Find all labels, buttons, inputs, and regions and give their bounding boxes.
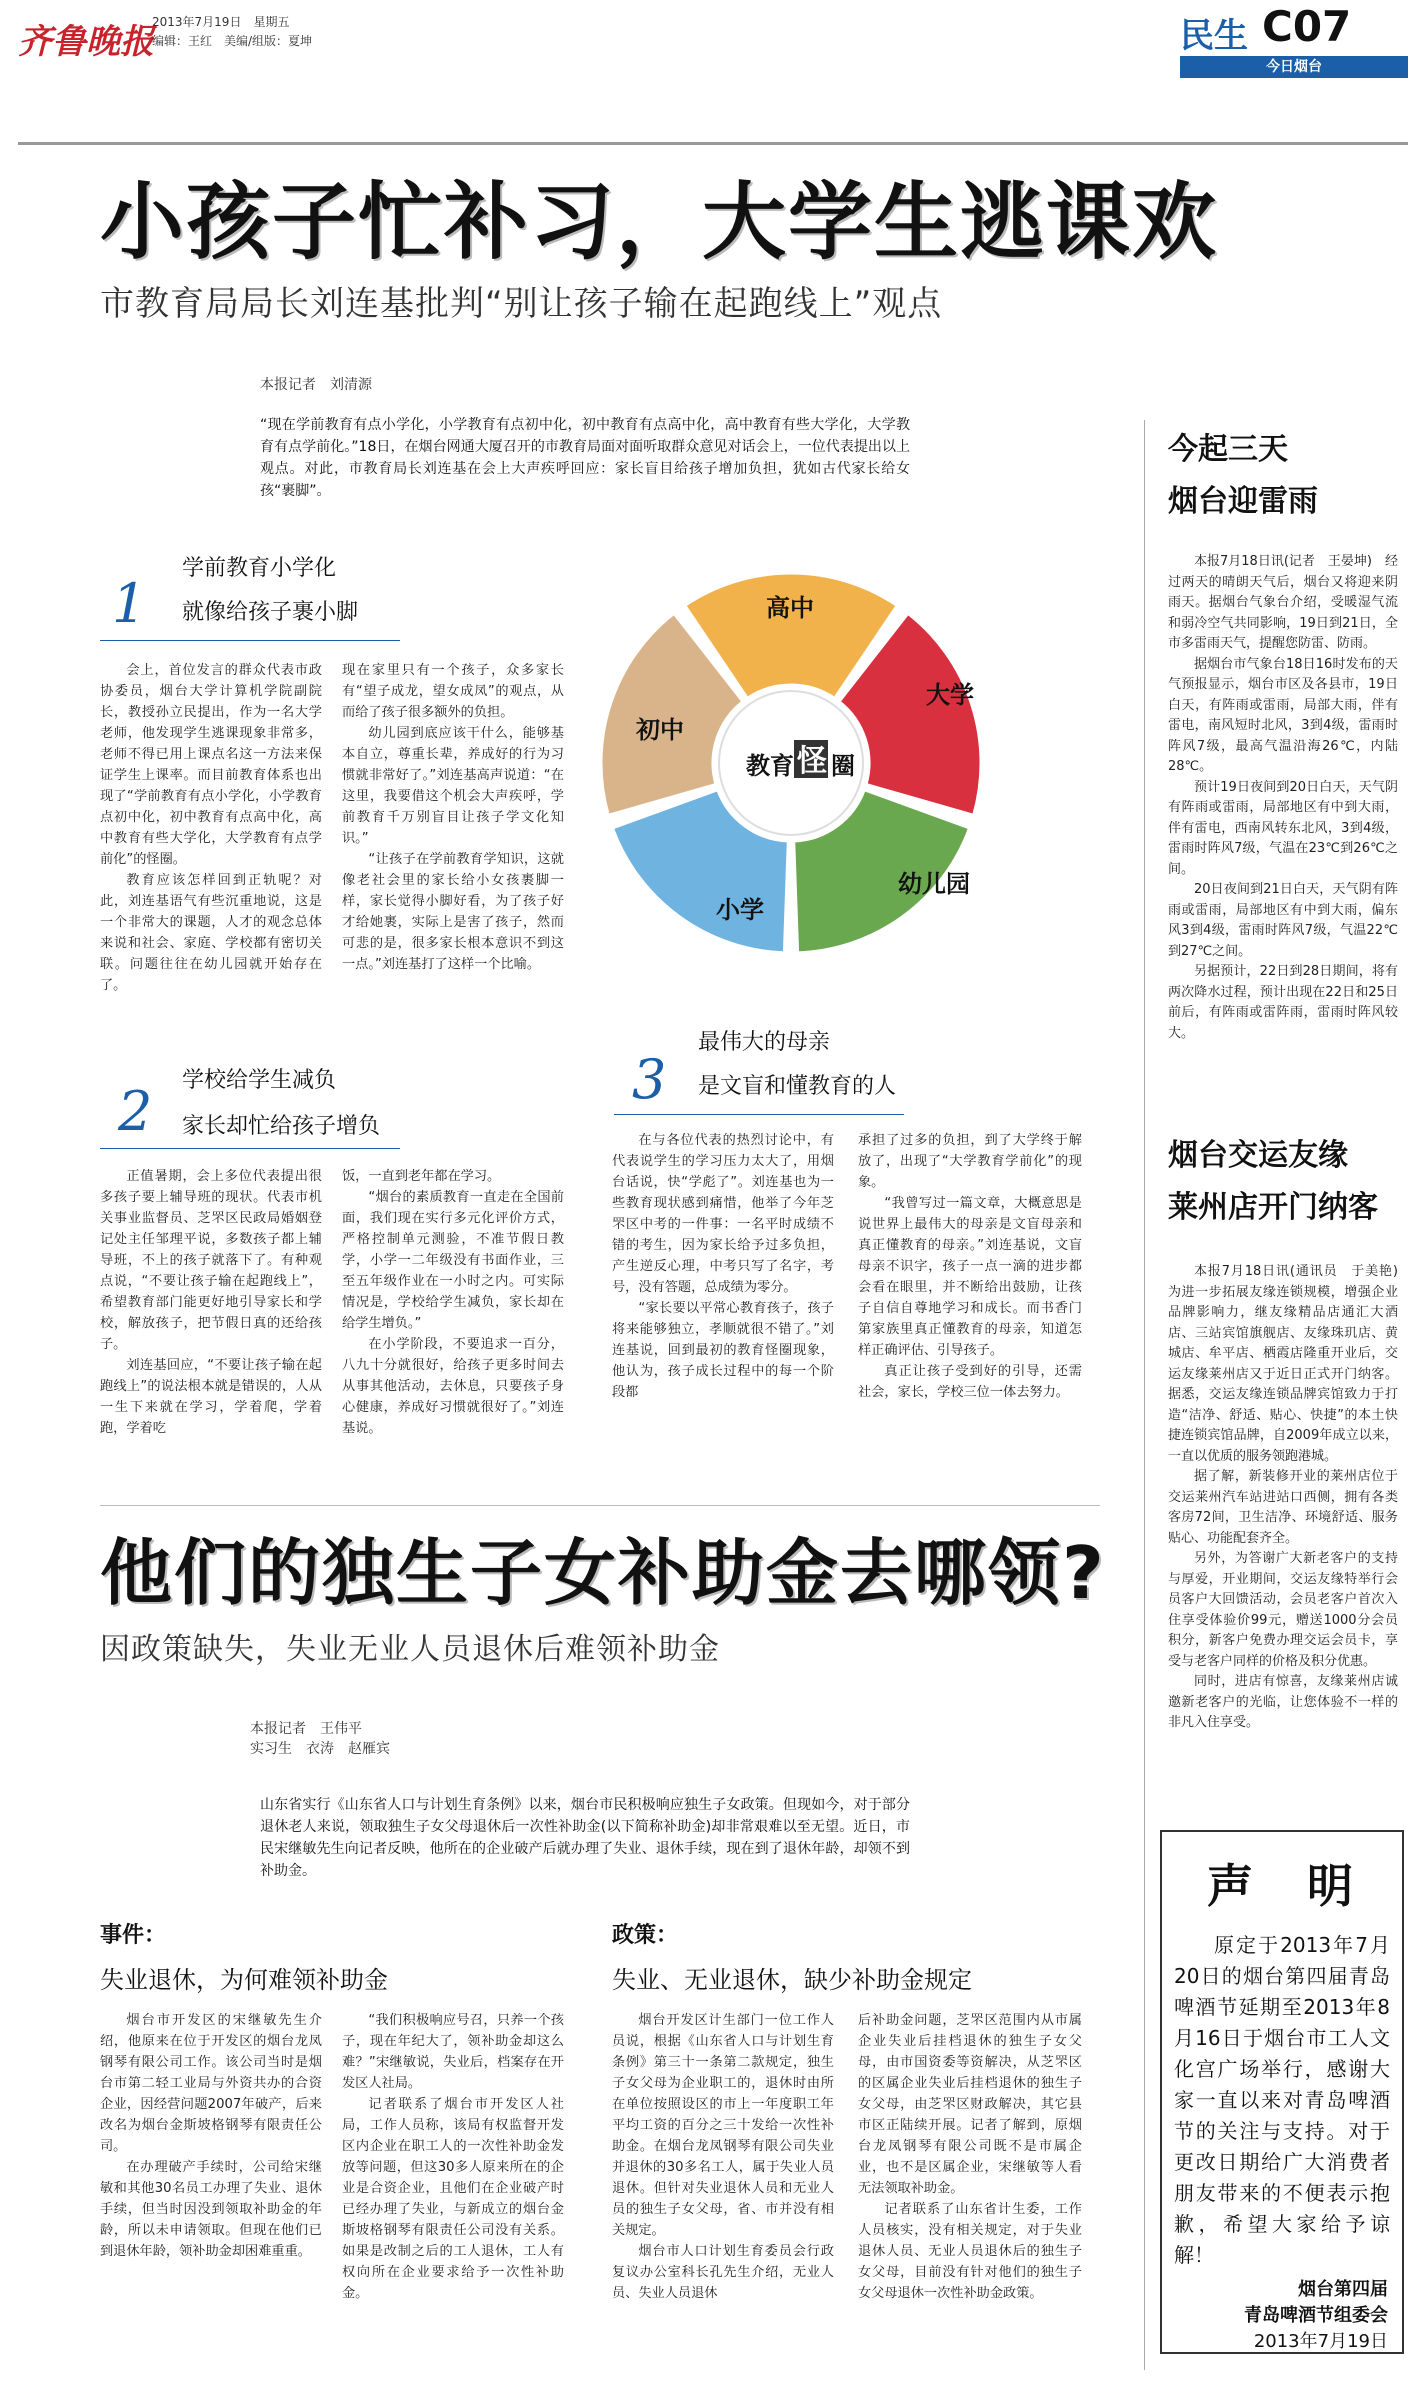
- paragraph: 现在家里只有一个孩子，众多家长有“望子成龙，望女成凤”的观点，从而给了孩子很多额外的负担。: [342, 663, 564, 720]
- section2-title-line1: 学校给学生减负: [182, 1068, 337, 1093]
- paragraph: “家长要以平常心教育孩子，孩子将来能够独立，孝顺就很不错了。”刘连基说，回到最初的教育怪圈现象，他认为，孩子成长过程中的每一个阶段都: [612, 1301, 834, 1400]
- wheel-center-text-a: 教育: [746, 752, 794, 780]
- paragraph: 另据预计，22日到28日期间，将有两次降水过程，预计出现在22日和25日前后，有阵雨或雷阵雨，雷雨时阵风较大。: [1168, 964, 1398, 1041]
- wheel-label-xiaoxue: 小学: [716, 896, 764, 924]
- section2-rule: [100, 1148, 400, 1149]
- wheel-center-text-c: 圈: [831, 752, 855, 780]
- weather-title-line1: 今起三天: [1168, 432, 1288, 467]
- section1-title-line1: 学前教育小学化: [182, 556, 337, 581]
- section2-col1: [100, 1166, 322, 1439]
- section2-title-line2: 家长却忙给孩子增负: [182, 1114, 381, 1139]
- paragraph: 在与各位代表的热烈讨论中，有代表说学生的学习压力太大了，用烟台话说，快“学彪了”。刘连基也为一些教育现状感到痛惜，他举了今年芝罘区中考的一件事：一名平时成绩不错的考生，因为家长给予过多负担，产生逆反心理，中考只写了名字，考号，没有答题，总成绩为零分。: [612, 1133, 834, 1295]
- paragraph: 刘连基回应，“不要让孩子输在起跑线上”的说法根本就是错误的，人从一生下来就在学习，学着爬，学着跑，学着吃: [100, 1358, 322, 1436]
- policy-title: 失业、无业退休，缺少补助金规定: [612, 1966, 972, 1994]
- section3-number: 3: [632, 1048, 667, 1111]
- hotel-article: [1168, 1262, 1412, 1734]
- page-number: C07: [1262, 2, 1352, 51]
- section2-col2: [342, 1166, 564, 1439]
- paragraph: 幼儿园到底应该干什么，能够基本自立，尊重长辈，养成好的行为习惯就非常好了。”刘连基高声说道：“在这里，我要借这个机会大声疾呼，学前教育千万别盲目让孩子学文化知识。”: [342, 726, 564, 846]
- paragraph: 烟台市人口计划生育委员会行政复议办公室科长孔先生介绍，无业人员、失业人员退休: [612, 2244, 834, 2301]
- article2-headline: 他们的独生子女补助金去哪领?: [100, 1531, 1106, 1615]
- paragraph: “我们积极响应号召，只养一个孩子，现在年纪大了，领补助金却这么难？”宋继敏说，失业后，档案存在开发区人社局。: [342, 2013, 564, 2091]
- paragraph: 本报7月18日讯(记者 王晏坤) 经过两天的晴朗天气后，烟台又将迎来阴雨天。据烟台气象台介绍，受暖湿气流和弱冷空气共同影响，19日到21日，全市多雷雨天气，提醒您防雷、防雨。: [1168, 554, 1398, 651]
- section1-title-line2: 就像给孩子裹小脚: [182, 600, 359, 625]
- paragraph: 在小学阶段，不要追求一百分，八九十分就很好，给孩子更多时间去从事其他活动，去休息，只要孩子身心健康，养成好习惯就很好了。”刘连基说。: [342, 1337, 564, 1436]
- notice-title: 声 明: [1207, 1859, 1357, 1913]
- article2-byline1: 本报记者 王伟平: [250, 1721, 362, 1737]
- paragraph: 承担了过多的负担，到了大学终于解放了，出现了“大学教育学前化”的现象。: [858, 1133, 1082, 1190]
- sidebar-divider: [1144, 420, 1145, 2370]
- paragraph: 据烟台市气象台18日16时发布的天气预报显示，烟台市区及各县市，19日白天，有阵雨或雷雨，局部大雨，伴有雷电，南风短时北风，3到4级，雷雨时阵风7级，最高气温沿海26℃，内陆28℃。: [1168, 656, 1398, 774]
- section1-rule: [100, 640, 400, 641]
- paper-logo: 齐鲁晚报: [18, 22, 154, 62]
- paragraph: 记者联系了山东省计生委，工作人员核实，没有相关规定，对于失业退休人员、无业人员退休后的独生子女父母，目前没有针对他们的独生子女父母退休一次性补助金政策。: [858, 2202, 1082, 2301]
- article-divider: [100, 1505, 1100, 1506]
- paragraph: 本报7月18日讯(通讯员 于美艳) 为进一步拓展友缘连锁规模，增强企业品牌影响力，继友缘精品店通汇大酒店、三站宾馆旗舰店、友缘珠玑店、黄城店、牟平店、栖霞店隆重开业后，交运友缘莱州店又于近日正式开门纳客。据悉，交运友缘连锁品牌宾馆致力于打造“洁净、舒适、贴心、快捷”的本土快捷连锁宾馆品牌，自2009年成立以来，一直以优质的服务领跑港城。: [1168, 1264, 1412, 1464]
- article2-subhead: 因政策缺失，失业无业人员退休后难领补助金: [100, 1632, 720, 1667]
- section3-col2: [858, 1130, 1082, 1403]
- paragraph: 预计19日夜间到20日白天，天气阴有阵雨或雷雨，局部地区有中到大雨，伴有雷电，西南风转东北风，3到4级，雷雨时阵风7级，气温在23℃到26℃之间。: [1168, 779, 1398, 877]
- paragraph: 教育应该怎样回到正轨呢？对此，刘连基语气有些沉重地说，这是一个非常大的课题，人才的观念总体来说和社会、家庭、学校都有密切关联。问题往往在幼儿园就开始存在了。: [100, 873, 322, 993]
- paragraph: “我曾写过一篇文章，大概意思是说世界上最伟大的母亲是文盲母亲和真正懂教育的母亲。”刘连基说，文盲母亲不识字，孩子一点一滴的进步都会看在眼里，并不断给出鼓励，让孩子自信自尊地学习和成长。而书香门第家族里真正懂教育的母亲，知道怎样正确评估、引导孩子。: [858, 1196, 1082, 1358]
- article2-col2: [342, 2010, 564, 2304]
- section3-col1: [612, 1130, 834, 1403]
- notice-body: 原定于2013年7月20日的烟台第四届青岛啤酒节延期至2013年8月16日于烟台市工人文化宫广场举行，感谢大家一直以来对青岛啤酒节的关注与支持。对于更改日期给广大消费者朋友带来的不便表示抱歉，希望大家给予谅解！: [1174, 1933, 1390, 2267]
- section3-title-line1: 最伟大的母亲: [698, 1030, 831, 1055]
- paragraph: 饭，一直到老年都在学习。: [342, 1169, 501, 1184]
- paragraph: 另外，为答谢广大新老客户的支持与厚爱，开业期间，交运友缘特举行会员客户大回馈活动，会员老客户首次入住享受体验价99元，赠送1000分会员积分，新客户免费办理交运会员卡，享受与老客户同样的价格及积分优惠。: [1168, 1551, 1398, 1669]
- paragraph: 20日夜间到21日白天，天气阴有阵雨或雷雨，局部地区有中到大雨，偏东风3到4级，雷雨时阵风7级，气温22℃到27℃之间。: [1168, 882, 1398, 959]
- article2-col3: [612, 2010, 834, 2304]
- paragraph: “让孩子在学前教育学知识，这就像老社会里的家长给小女孩裹脚一样，家长觉得小脚好看，为了孩子好才给她裹，实际上是害了孩子，然而可悲的是，很多家长根本意识不到这一点。”刘连基打了这样一个比喻。: [342, 852, 564, 972]
- paragraph: 烟台市开发区的宋继敏先生介绍，他原来在位于开发区的烟台龙凤钢琴有限公司工作。该公司当时是烟台市第二轻工业局与外资共办的合资企业，因经营问题2007年破产，后来改名为烟台金斯坡格钢琴有限责任公司。: [100, 2013, 322, 2154]
- weather-title-line2: 烟台迎雷雨: [1168, 484, 1318, 519]
- paragraph: 记者联系了烟台市开发区人社局，工作人员称，该局有权监督开发区内企业在职工人的一次性补助金发放等问题，但这30多人原来所在的企业是合资企业，且他们在企业破产时已经办理了失业，与新成立的烟台金斯坡格钢琴有限责任公司没有关系。如果是改制之后的工人退休，工人有权向所在企业要求给予一次性补助金。: [342, 2097, 564, 2301]
- section3-rule: [614, 1114, 904, 1115]
- policy-label: 政策：: [612, 1923, 679, 1948]
- article2-byline2: 实习生 衣涛 赵雁宾: [250, 1741, 390, 1757]
- notice-sign-line2: 青岛啤酒节组委会: [1244, 2305, 1388, 2326]
- wheel-label-youeryuan: 幼儿园: [898, 870, 970, 898]
- paragraph: 正值暑期，会上多位代表提出很多孩子要上辅导班的现状。代表市机关事业监督员、芝罘区民政局婚姻登记处主任邹理平说，多数孩子都上辅导班，不上的孩子就落下了。有种观点说，“不要让孩子输在起跑线上”，希望教育部门能更好地引导家长和学校，解放孩子，把节假日真的还给孩子。: [100, 1169, 322, 1352]
- sub-section-bar: 今日烟台: [1180, 56, 1408, 78]
- paragraph: 会上，首位发言的群众代表市政协委员，烟台大学计算机学院副院长，教授孙立民提出，作为一名大学老师，他发现学生逃课现象非常多，老师不得已用上课点名这一方法来保证学生上课率。而目前教育体系也出现了“学前教育有点小学化，小学教育点初中化，初中教育有点高中化，高中教育有些大学化，大学教育有点学前化”的怪圈。: [100, 663, 322, 867]
- event-label: 事件：: [100, 1923, 167, 1948]
- paragraph: 据了解，新装修开业的莱州店位于交运莱州汽车站进站口西侧，拥有各类客房72间，卫生洁净、环境舒适、服务贴心、功能配套齐全。: [1168, 1469, 1398, 1546]
- paragraph: 在办理破产手续时，公司给宋继敏和其他30名员工办理了失业、退休手续，但当时因没到领取补助金的年龄，所以未申请领取。但现在他们已到退休年龄，领补助金却困难重重。: [100, 2160, 322, 2259]
- section1-col1: [100, 660, 322, 996]
- paragraph: “烟台的素质教育一直走在全国前面，我们现在实行多元化评价方式，严格控制单元测验，不准节假日教学，小学一二年级没有书面作业，三至五年级作业在一小时之内。可实际情况是，学校给学生减负，家长却在给学生增负。”: [342, 1190, 564, 1331]
- article1-subhead: 市教育局局长刘连基批判“别让孩子输在起跑线上”观点: [100, 284, 943, 324]
- notice-sign-date: 2013年7月19日: [1253, 2331, 1388, 2352]
- hotel-title-line2: 莱州店开门纳客: [1168, 1190, 1378, 1225]
- section-name: 民生: [1180, 16, 1248, 56]
- editor-line: 编辑：王红 美编/组版：夏坤: [152, 34, 313, 48]
- event-title: 失业退休，为何难领补助金: [100, 1966, 388, 1994]
- paragraph: 烟台开发区计生部门一位工作人员说，根据《山东省人口与计划生育条例》第三十一条第二款规定，独生子女父母为企业职工的，退休时由所在单位按照设区的市上一年度职工年平均工资的百分之三十发给一次性补助金。在烟台龙凤钢琴有限公司失业并退休的30多名工人，属于失业人员退休。但针对失业退休人员和无业人员的独生子女父母，省、市并没有相关规定。: [612, 2013, 834, 2238]
- article1-byline: 本报记者 刘清源: [260, 377, 372, 393]
- notice-signature: [1162, 2277, 1388, 2355]
- wheel-label-chuzhong: 初中: [636, 716, 684, 744]
- notice-sign-line1: 烟台第四届: [1298, 2279, 1388, 2300]
- section2-number: 2: [118, 1080, 153, 1143]
- notice-box: [1160, 1830, 1404, 2354]
- section1-col2: [342, 660, 564, 975]
- wheel-center-text-b: 怪: [797, 744, 827, 779]
- section3-title-line2: 是文盲和懂教育的人: [698, 1074, 897, 1099]
- article1-headline: 小孩子忙补习，大学生逃课欢: [100, 173, 1219, 271]
- education-wheel-diagram: [586, 528, 996, 998]
- article2-col4: [858, 2010, 1082, 2304]
- article1-lead: “现在学前教育有点小学化，小学教育有点初中化，初中教育有点高中化，高中教育有些大学化，大学教育有点学前化。”18日，在烟台网通大厦召开的市教育局面对面听取群众意见对话会上，一位代表提出以上观点。对此，市教育局长刘连基在会上大声疾呼回应：家长盲目给孩子增加负担，犹如古代家长给女孩“裹脚”。: [260, 417, 910, 499]
- paragraph: 后补助金问题，芝罘区范围内从市属企业失业后挂档退休的独生子女父母，由市国资委等资解决，从芝罘区的区属企业失业后挂档退休的独生子女父母，由芝罘区财政解决，其它县市区正陆续开展。记者了解到，原烟台龙凤钢琴有限公司既不是市属企业，也不是区属企业，宋继敏等人看无法领取补助金。: [858, 2013, 1082, 2196]
- article2-lead: 山东省实行《山东省人口与计划生育条例》以来，烟台市民积极响应独生子女政策。但现如今，对于部分退休老人来说，领取独生子女父母退休后一次性补助金(以下简称补助金)却非常艰难以至无望。近日，市民宋继敏先生向记者反映，他所在的企业破产后就办理了失业、退休手续，现在到了退休年龄，却领不到补助金。: [260, 1797, 910, 1879]
- weather-article: [1168, 552, 1398, 1044]
- section1-number: 1: [112, 572, 147, 635]
- hotel-title-line1: 烟台交运友缘: [1168, 1138, 1348, 1173]
- paragraph: 真正让孩子受到好的引导，还需社会，家长，学校三位一体去努力。: [858, 1364, 1082, 1400]
- masthead-rule: [18, 142, 1408, 145]
- wheel-label-gaozhong: 高中: [766, 594, 814, 622]
- wheel-label-daxue: 大学: [926, 681, 974, 709]
- date-line: 2013年7月19日 星期五: [152, 15, 290, 29]
- article2-col1: [100, 2010, 322, 2262]
- paragraph: 同时，进店有惊喜，友缘莱州店诚邀新老客户的光临，让您体验不一样的非凡入住享受。: [1168, 1674, 1398, 1730]
